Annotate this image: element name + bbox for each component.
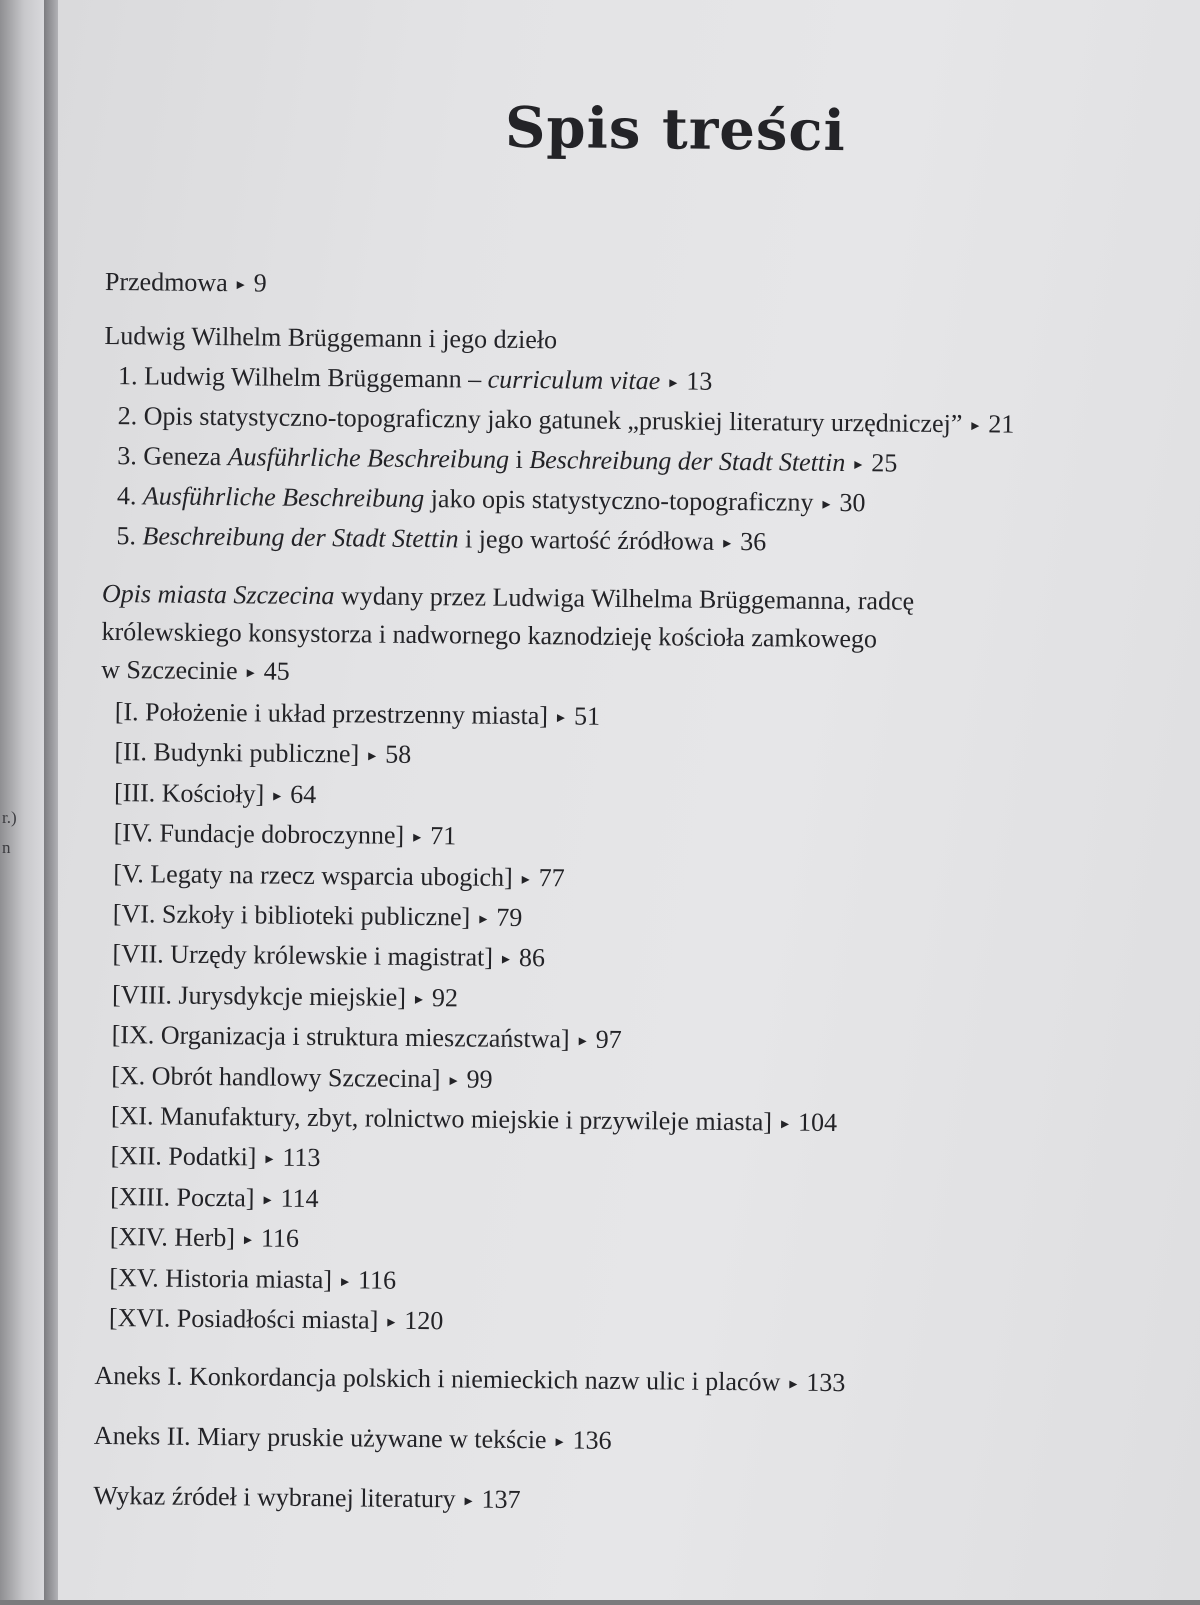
arrow-icon: ▸ (669, 374, 678, 392)
arrow-icon: ▸ (368, 747, 377, 765)
toc-entry-label: [XV. Historia miasta] (109, 1262, 333, 1294)
toc-entry-label: 1. Ludwig Wilhelm Brüggemann – (117, 361, 488, 394)
page-number: 25 (871, 448, 898, 478)
table-of-contents (50, 0, 1200, 1605)
toc-heading-label: Ludwig Wilhelm Brüggemann i jego dzieło (104, 320, 558, 355)
arrow-icon: ▸ (387, 1313, 396, 1331)
page-number: 97 (595, 1024, 622, 1055)
page-number: 77 (538, 862, 565, 892)
toc-entry-chapter-1 (118, 361, 713, 401)
toc-entry-label: Aneks I. Konkordancja polskich i niemieckich nazw ulic i placów (94, 1360, 781, 1397)
toc-entry-aneks-2 (94, 1421, 612, 1460)
toc-entry-chapter-5 (116, 521, 766, 561)
arrow-icon: ▸ (822, 495, 831, 513)
page-number: 92 (431, 982, 459, 1013)
toc-entry-label: i (508, 444, 530, 475)
arrow-icon: ▸ (246, 664, 255, 682)
arrow-icon: ▸ (340, 1272, 350, 1290)
toc-entry-label: 2. Opis statystyczno-topograficzny jako gatunek „pruskiej literatury urzędniczej” (117, 401, 963, 439)
toc-entry-label: [VIII. Jurysdykcje miejskie] (111, 979, 407, 1012)
toc-entry-italic: curriculum vitae (487, 364, 661, 396)
toc-entry-label: [X. Obrót handlowy Szczecina] (111, 1060, 441, 1093)
arrow-icon: ▸ (556, 709, 566, 727)
page-number: 113 (282, 1143, 321, 1173)
toc-entry-label: królewskiego konsystorza i nadwornego kaznodzieję kościoła zamkowego (101, 616, 878, 654)
toc-entry-italic: Beschreibung der Stadt Stettin (529, 445, 846, 478)
toc-entry-label: [VII. Urzędy królewskie i magistrat] (112, 939, 494, 973)
toc-entry-label: [XI. Manufaktury, zbyt, rolnictwo miejskie i przywileje miasta] (110, 1101, 773, 1137)
toc-entry-section (109, 1303, 444, 1340)
arrow-icon: ▸ (413, 829, 422, 847)
toc-entry-italic: Ausführliche Beschreibung (142, 481, 425, 514)
toc-entry-opis-line-1 (102, 579, 914, 617)
page-number: 136 (572, 1425, 612, 1455)
page-number: 120 (404, 1305, 444, 1336)
toc-entry-section (114, 778, 317, 814)
arrow-icon: ▸ (578, 1032, 587, 1050)
toc-entry-label: [VI. Szkoły i biblioteki publiczne] (112, 899, 471, 932)
arrow-icon: ▸ (449, 1071, 458, 1089)
toc-entry-label: [III. Kościoły] (113, 777, 265, 809)
page-number: 30 (839, 488, 866, 518)
arrow-icon: ▸ (479, 910, 488, 928)
toc-entry-section (112, 980, 458, 1017)
toc-entry-section (113, 818, 456, 855)
page-number: 58 (385, 740, 412, 770)
toc-entry-section (110, 1222, 300, 1258)
edge-text-1: r.) (2, 808, 17, 827)
toc-entry-label: [XIII. Poczta] (110, 1181, 255, 1213)
adjacent-page-edge (0, 0, 44, 1600)
page-number: 71 (430, 821, 457, 851)
toc-entry-label: [XIV. Herb] (109, 1222, 236, 1253)
page-title: Spis treści (504, 94, 847, 165)
toc-entry-label: [I. Położenie i układ przestrzenny miasta] (114, 697, 549, 731)
toc-entry-section (112, 1020, 622, 1059)
arrow-icon: ▸ (723, 534, 732, 552)
edge-text-2: n (2, 838, 11, 857)
page-number: 137 (481, 1484, 521, 1514)
toc-entry-section (112, 939, 545, 977)
toc-entry-label: [V. Legaty na rzecz wsparcia ubogich] (113, 858, 513, 892)
page-number: 86 (518, 943, 546, 973)
toc-entry-section (110, 1141, 320, 1177)
page-number: 13 (686, 366, 713, 396)
toc-entry-label: wydany przez Ludwiga Wilhelma Brüggemanna, radcę (334, 581, 915, 616)
toc-entry-label: Przedmowa (104, 266, 228, 298)
toc-entry-label: [XVI. Posiadłości miasta] (108, 1303, 379, 1335)
toc-entry-section (115, 697, 601, 736)
arrow-icon: ▸ (464, 1492, 473, 1510)
toc-entry-section (113, 899, 523, 937)
toc-entry-opis-line-3 (101, 655, 290, 691)
page-number: 51 (573, 701, 601, 731)
arrow-icon: ▸ (501, 951, 511, 969)
arrow-icon: ▸ (854, 456, 863, 474)
page-number: 116 (357, 1265, 397, 1295)
page-number: 64 (290, 779, 317, 809)
toc-entry-section (111, 1101, 837, 1142)
page-number: 114 (280, 1183, 319, 1213)
toc-entry-section (113, 859, 565, 897)
arrow-icon: ▸ (555, 1433, 564, 1451)
page-number: 9 (253, 268, 267, 298)
arrow-icon: ▸ (521, 870, 530, 888)
page-number: 104 (797, 1107, 838, 1138)
toc-entry-label: [II. Budynki publiczne] (114, 737, 360, 769)
toc-entry-chapter-3 (117, 441, 897, 482)
toc-entry-label: [IX. Organizacja i struktura mieszczaństwa] (111, 1020, 570, 1054)
toc-entry-section (111, 1061, 493, 1099)
toc-entry-aneks-1 (94, 1361, 845, 1402)
arrow-icon: ▸ (263, 1191, 272, 1209)
toc-entry-wykaz (93, 1481, 521, 1519)
toc-entry-label: [IV. Fundacje dobroczynne] (113, 818, 405, 851)
toc-entry-section (109, 1263, 396, 1300)
toc-entry-label: jako opis statystyczno-topograficzny (424, 484, 814, 517)
page-number: 133 (806, 1367, 846, 1398)
book-page (58, 0, 1200, 1600)
page-number: 45 (263, 656, 290, 686)
page-number: 79 (496, 902, 523, 932)
toc-entry-label: Aneks II. Miary pruskie używane w tekście (93, 1420, 547, 1455)
arrow-icon: ▸ (273, 787, 282, 805)
toc-entry-label: 5. (116, 521, 143, 551)
toc-entry-przedmowa (105, 267, 267, 303)
toc-entry-italic: Opis miasta Szczecina (101, 578, 335, 611)
arrow-icon: ▸ (243, 1231, 253, 1249)
page-number: 99 (466, 1064, 493, 1094)
toc-entry-section (110, 1182, 319, 1218)
page-number: 36 (740, 527, 767, 557)
arrow-icon: ▸ (789, 1375, 798, 1393)
toc-entry-italic: Ausführliche Beschreibung (227, 442, 510, 474)
page-number: 116 (260, 1223, 300, 1254)
toc-entry-label: [XII. Podatki] (110, 1141, 257, 1172)
toc-entry-label: 3. Geneza (117, 441, 228, 472)
toc-entry-label: 4. (116, 481, 144, 511)
toc-heading-bruggemann (104, 321, 557, 355)
toc-entry-opis-line-2 (101, 617, 877, 654)
arrow-icon: ▸ (414, 990, 424, 1008)
arrow-icon: ▸ (971, 417, 980, 435)
toc-entry-chapter-4 (117, 481, 866, 522)
toc-entry-label: i jego wartość źródłowa (458, 524, 715, 556)
arrow-icon: ▸ (236, 276, 245, 294)
page-number: 21 (988, 409, 1015, 439)
toc-entry-label: w Szczecinie (101, 654, 238, 686)
toc-entry-chapter-2 (117, 401, 1014, 444)
toc-entry-section (114, 737, 411, 774)
toc-entry-label: Wykaz źródeł i wybranej literatury (93, 1480, 456, 1514)
toc-entry-italic: Beschreibung der Stadt Stettin (142, 521, 459, 554)
arrow-icon: ▸ (265, 1150, 274, 1168)
arrow-icon: ▸ (780, 1115, 790, 1133)
